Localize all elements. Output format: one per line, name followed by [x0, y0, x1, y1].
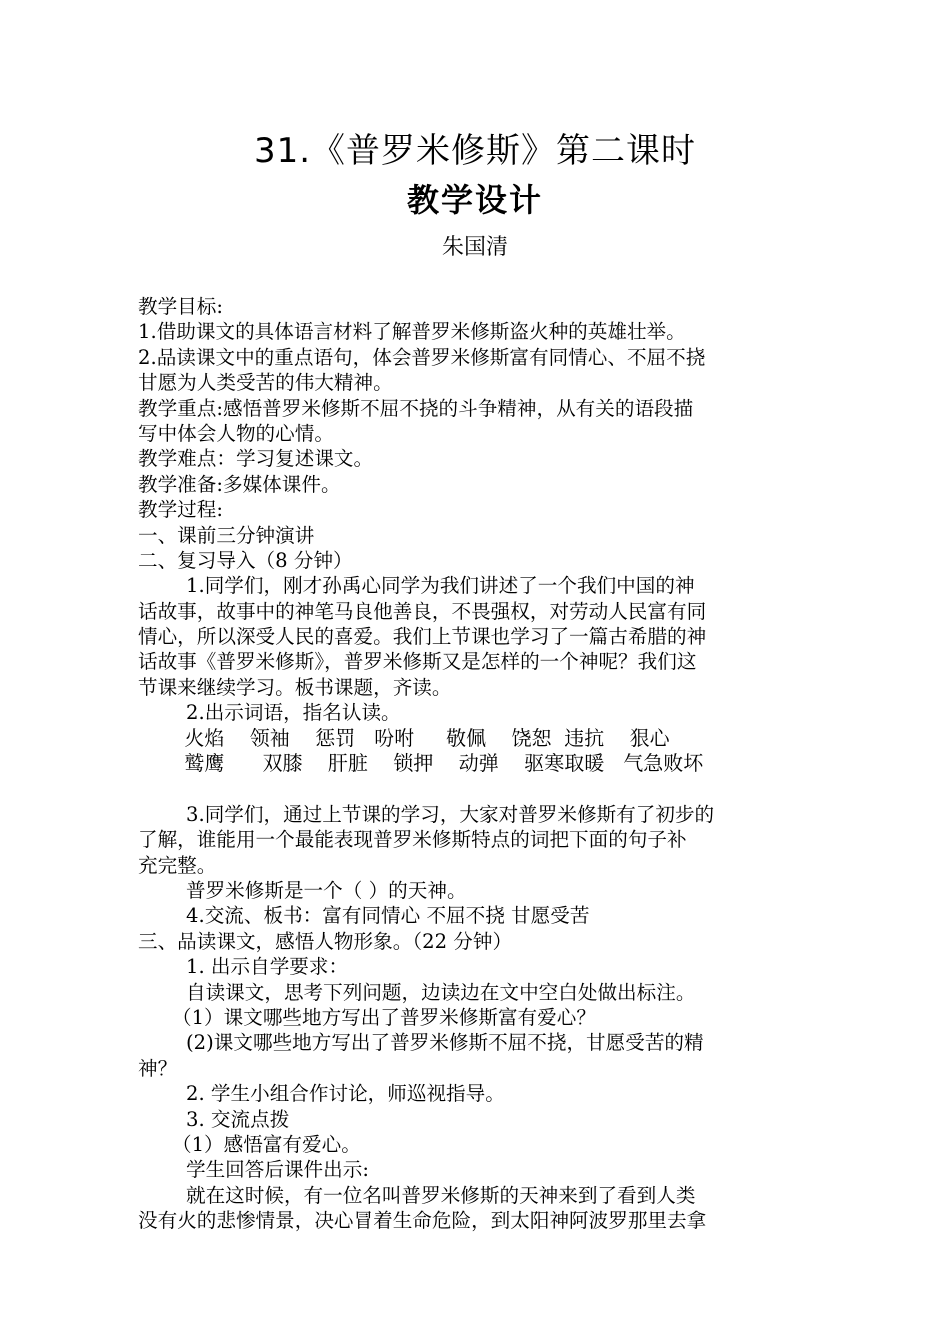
- paragraph-line: 充完整。: [138, 853, 217, 877]
- section-key-points-continued: 写中体会人物的心情。: [138, 421, 334, 445]
- goal-item: 2.品读课文中的重点语句，体会普罗米修斯富有同情心、不屈不挠: [138, 345, 706, 369]
- paragraph-line: 3.同学们，通过上节课的学习，大家对普罗米修斯有了初步的: [186, 802, 715, 826]
- paragraph-line: 没有火的悲惨情景，决心冒着生命危险，到太阳神阿波罗那里去拿: [138, 1209, 707, 1233]
- section-preparation: 教学准备:多媒体课件。: [138, 472, 341, 496]
- paragraph-line: 就在这时候，有一位名叫普罗米修斯的天神来到了看到人类: [186, 1183, 696, 1207]
- document-body: [138, 294, 818, 1233]
- paragraph-line: 1. 出示自学要求：: [186, 955, 349, 979]
- paragraph-line: 3. 交流点拨: [186, 1107, 290, 1131]
- paragraph-line: 学生回答后课件出示:: [186, 1158, 369, 1182]
- paragraph-line: 4.交流、板书：富有同情心 不屈不挠 甘愿受苦: [186, 904, 590, 928]
- vocabulary-row: 鹫鹰 双膝 肝脏 锁押 动弹 驱寒取暖 气急败坏: [178, 751, 704, 776]
- paragraph-line: 情心，所以深受人民的喜爱。我们上节课也学习了一篇古希腊的神: [138, 625, 707, 649]
- paragraph-line: 话故事《普罗米修斯》，普罗米修斯又是怎样的一个神呢？我们这: [138, 650, 697, 674]
- document-author: 朱国清: [441, 235, 508, 260]
- process-step-heading: 一、课前三分钟演讲: [138, 523, 315, 547]
- paragraph-line: （1）感悟富有爱心。: [172, 1132, 361, 1156]
- goal-item: 1.借助课文的具体语言材料了解普罗米修斯盗火种的英雄壮举。: [138, 320, 686, 344]
- paragraph-line: 2. 学生小组合作讨论，师巡视指导。: [186, 1082, 505, 1106]
- blank-line: [138, 776, 818, 801]
- process-step-heading: 三、品读课文，感悟人物形象。（22 分钟）: [138, 929, 513, 953]
- document-title-line1: 31.《普罗米修斯》第二课时: [253, 131, 697, 171]
- goal-item-continued: 甘愿为人类受苦的伟大精神。: [138, 371, 393, 395]
- question-item: （1）课文哪些地方写出了普罗米修斯富有爱心？: [172, 1005, 596, 1029]
- question-item-continued: 神？: [138, 1056, 178, 1080]
- section-key-points: 教学重点:感悟普罗米修斯不屈不挠的斗争精神，从有关的语段描: [138, 396, 694, 420]
- question-item: (2)课文哪些地方写出了普罗米修斯不屈不挠，甘愿受苦的精: [186, 1031, 704, 1055]
- section-heading-process: 教学过程:: [138, 498, 223, 522]
- process-step-heading: 二、复习导入（8 分钟）: [138, 548, 353, 572]
- section-heading-goals: 教学目标:: [138, 295, 223, 318]
- document-title-line2: 教学设计: [406, 181, 543, 219]
- fill-in-sentence: 普罗米修斯是一个（ ）的天神。: [186, 878, 467, 902]
- paragraph-line: 了解，谁能用一个最能表现普罗米修斯特点的词把下面的句子补: [138, 828, 687, 852]
- section-difficulty: 教学难点：学习复述课文。: [138, 447, 374, 471]
- paragraph-line: 2.出示词语，指名认读。: [186, 701, 401, 725]
- paragraph-line: 1.同学们，刚才孙禹心同学为我们讲述了一个我们中国的神: [186, 574, 695, 598]
- paragraph-line: 话故事，故事中的神笔马良他善良，不畏强权，对劳动人民富有同: [138, 599, 707, 623]
- paragraph-line: 自读课文，思考下列问题，边读边在文中空白处做出标注。: [186, 980, 696, 1004]
- paragraph-line: 节课来继续学习。板书课题，齐读。: [138, 675, 452, 699]
- vocabulary-row: 火焰 领袖 惩罚 吩咐 敬佩 饶恕 违抗 狠心: [178, 725, 670, 750]
